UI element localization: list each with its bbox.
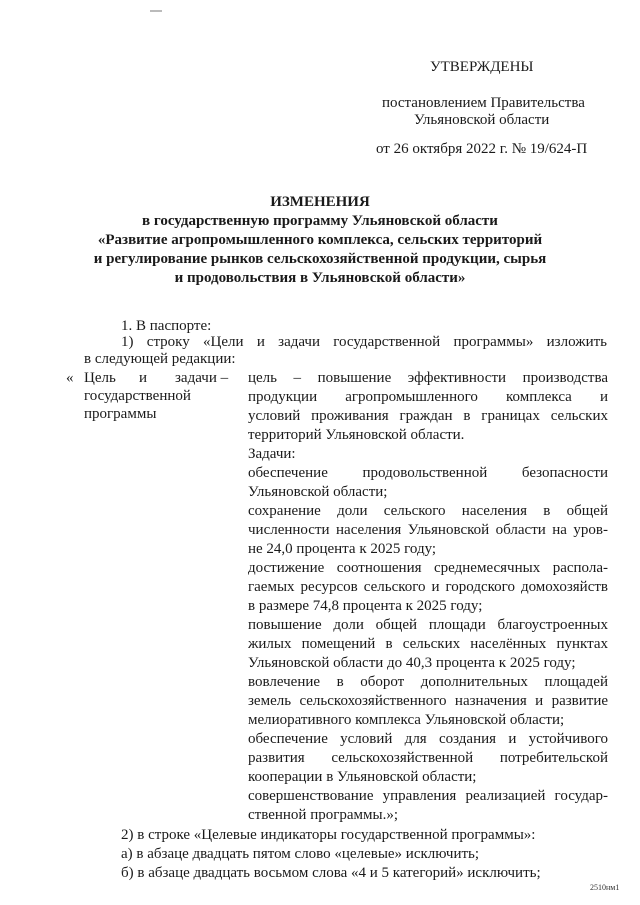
approved-heading: УТВЕРЖДЕНЫ: [430, 59, 534, 75]
goals-tasks-text: [248, 369, 608, 825]
goals-line: продукции агропромышленного комплекса и: [248, 389, 608, 405]
goals-line: условий проживания граждан в границах сельских: [248, 408, 608, 424]
goals-line: кооперации в Ульяновской области;: [248, 769, 477, 785]
goals-line: цель – повышение эффективности производства: [248, 370, 608, 386]
goals-line: численности населения Ульяновской области на уров-: [248, 522, 608, 538]
resolution-line-2: Ульяновской области: [414, 112, 550, 128]
goals-line: обеспечение условий для создания и устойчивого: [248, 731, 608, 747]
item-1-1-line-1: 1) строку «Цели и задачи государственной программы» изложить: [121, 334, 607, 350]
left-col-line-2: государственной: [84, 388, 191, 404]
goals-line: земель сельскохозяйственного назначения и развитие: [248, 693, 608, 709]
goals-line: Ульяновской области;: [248, 484, 388, 500]
goals-line: гаемых ресурсов сельского и городского домохозяйств: [248, 579, 608, 595]
item-2-b: б) в абзаце двадцать восьмом слова «4 и 5 категорий» исключить;: [121, 865, 541, 881]
item-1-1-line-2: в следующей редакции:: [84, 351, 236, 367]
goals-line: совершенствование управления реализацией государ-: [248, 788, 608, 804]
goals-line: достижение соотношения среднемесячных распола-: [248, 560, 608, 576]
doc-title-line-5: и продовольствия в Ульяновской области»: [174, 270, 466, 286]
doc-title-line-4: и регулирование рынков сельскохозяйственной продукции, сырья: [93, 251, 547, 267]
doc-title: ИЗМЕНЕНИЯ: [270, 194, 370, 210]
left-col-zadachi: задачи –: [175, 370, 229, 386]
goals-line: повышение доли общей площади благоустроенных: [248, 617, 608, 633]
doc-title-line-3: «Развитие агропромышленного комплекса, сельских территорий: [97, 232, 543, 248]
goals-line: Задачи:: [248, 446, 296, 462]
resolution-line-1: постановлением Правительства: [382, 95, 585, 111]
goals-line: сохранение доли сельского населения в общей: [248, 503, 608, 519]
goals-line: территорий Ульяновской области.: [248, 427, 465, 443]
goals-line: мелиоративного комплекса Ульяновской области;: [248, 712, 565, 728]
goals-line: ственной программы.»;: [248, 807, 399, 823]
goals-line: жилых помещений в сельских населённых пунктах: [248, 636, 608, 652]
item-2-a: а) в абзаце двадцать пятом слово «целевые» исключить;: [121, 846, 480, 862]
quote-open: «: [66, 370, 74, 386]
goals-line: вовлечение в оборот дополнительных площадей: [248, 674, 608, 690]
goals-line: в размере 74,8 процента к 2025 году;: [248, 598, 483, 614]
left-col-cel: Цель: [84, 370, 116, 386]
doc-title-line-2: в государственную программу Ульяновской области: [142, 213, 498, 229]
goals-line: Ульяновской области до 40,3 процента к 2025 году;: [248, 655, 576, 671]
left-col-i: и: [139, 370, 148, 386]
goals-line: обеспечение продовольственной безопасности: [248, 465, 608, 481]
item-2: 2) в строке «Целевые индикаторы государственной программы»:: [121, 827, 536, 843]
item-1: 1. В паспорте:: [121, 318, 212, 334]
document-code: 2510нм1: [590, 883, 620, 892]
goals-line: не 24,0 процента к 2025 году;: [248, 541, 437, 557]
goals-line: развития сельскохозяйственной потребительской: [248, 750, 608, 766]
resolution-date-number: от 26 октября 2022 г. № 19/624-П: [376, 141, 588, 157]
scan-mark: [150, 10, 162, 12]
left-col-line-3: программы: [84, 406, 157, 422]
